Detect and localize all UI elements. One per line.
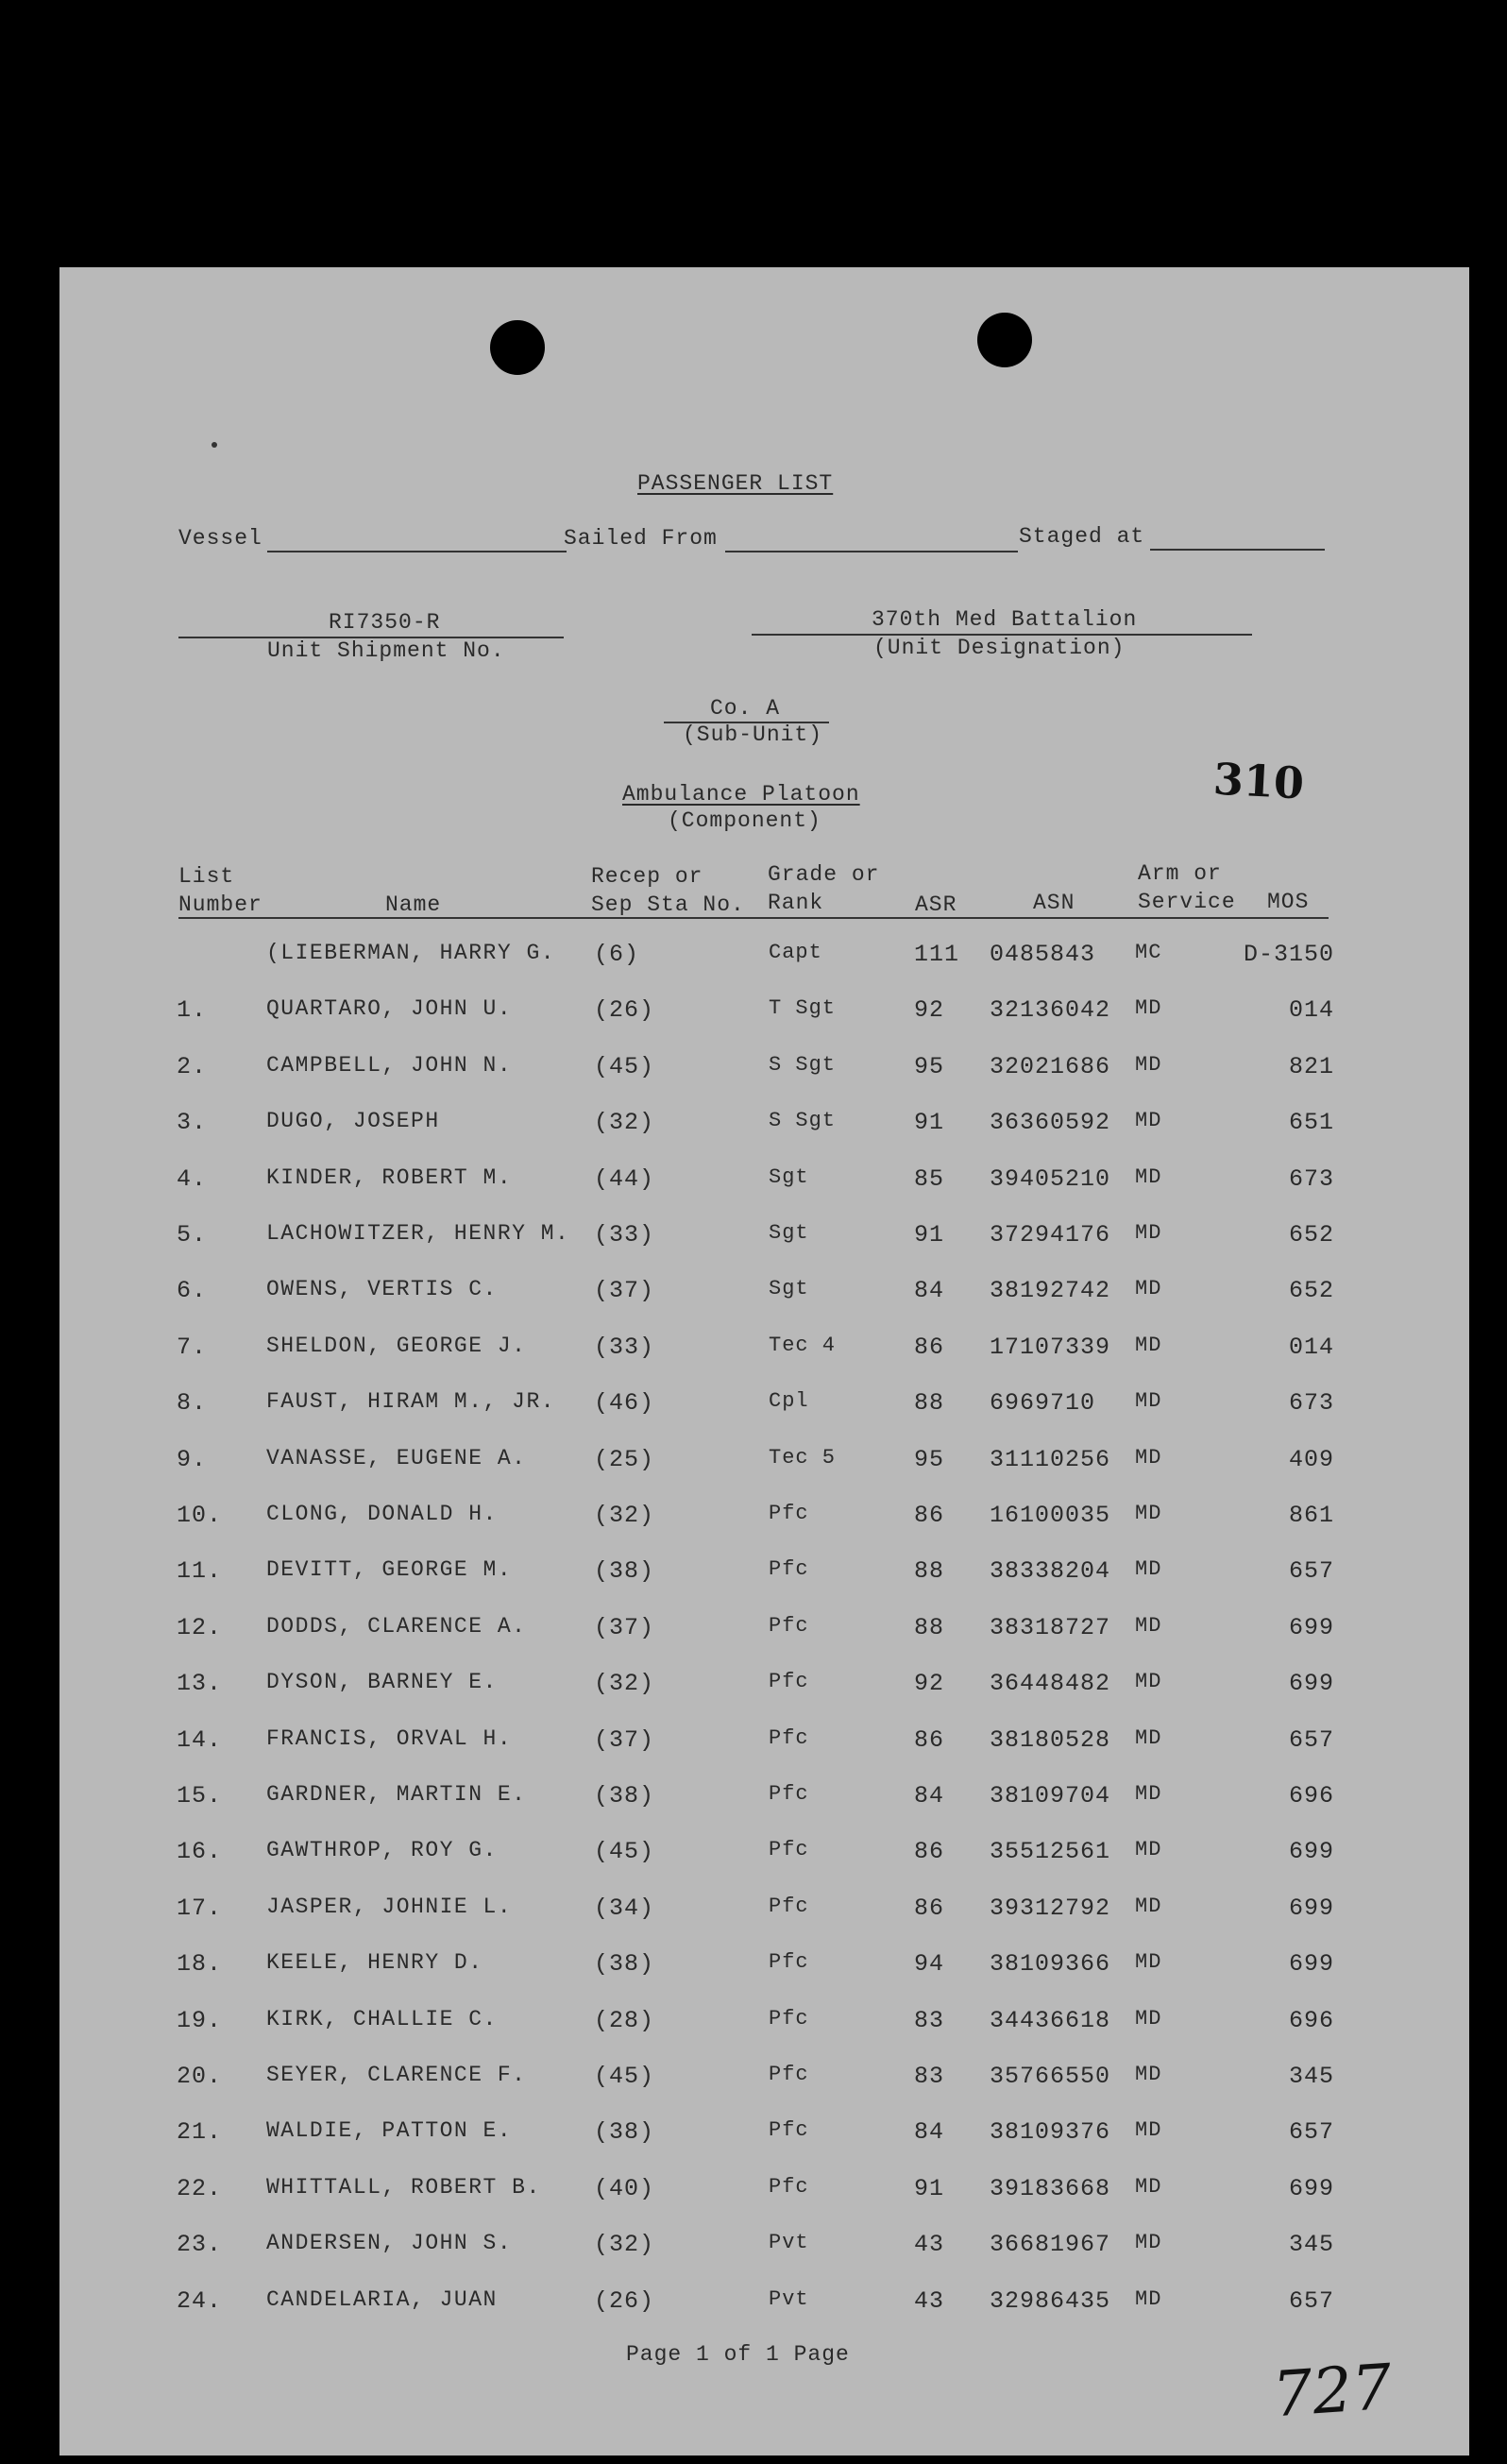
cell-rank: Pfc — [769, 2063, 809, 2086]
cell-name: CAMPBELL, JOHN N. — [266, 1053, 513, 1078]
document-page — [59, 267, 1469, 2456]
cell-rank: Pfc — [769, 1614, 809, 1638]
cell-rank: Pfc — [769, 1782, 809, 1806]
cell-rank: T Sgt — [769, 996, 837, 1020]
cell-mos: 699 — [1288, 1950, 1334, 1978]
vessel-label: Vessel — [178, 526, 262, 551]
cell-asn: 39405210 — [990, 1165, 1111, 1193]
cell-mos: 014 — [1288, 996, 1334, 1024]
cell-asr: 84 — [914, 2118, 945, 2146]
col-header-arm-1: Arm or — [1138, 861, 1222, 886]
cell-recep: (32) — [594, 1502, 655, 1529]
paper-speck — [212, 442, 217, 448]
cell-rank: Pfc — [769, 2007, 809, 2031]
cell-arm: MD — [1135, 1782, 1162, 1806]
punch-hole-left — [490, 320, 545, 375]
table-row — [59, 1053, 1469, 1091]
table-row — [59, 1838, 1469, 1876]
cell-rank: Pfc — [769, 1838, 809, 1861]
cell-name: QUARTARO, JOHN U. — [266, 996, 513, 1021]
staged-at-label: Staged at — [1019, 524, 1145, 549]
cell-asn: 0485843 — [990, 941, 1096, 968]
cell-asn: 35766550 — [990, 2063, 1111, 2090]
col-header-asr: ASR — [915, 892, 957, 917]
cell-asn: 37294176 — [990, 1221, 1111, 1249]
cell-arm: MD — [1135, 1221, 1162, 1245]
cell-rank: Sgt — [769, 1165, 809, 1189]
col-header-grade-1: Grade or — [768, 862, 880, 887]
cell-arm: MD — [1135, 1109, 1162, 1132]
cell-asn: 38338204 — [990, 1557, 1111, 1585]
cell-num: 22. — [177, 2175, 223, 2202]
cell-asn: 36448482 — [990, 1670, 1111, 1697]
cell-asn: 32136042 — [990, 996, 1111, 1024]
cell-mos: D-3150 — [1243, 941, 1334, 968]
cell-asr: 86 — [914, 1838, 945, 1865]
cell-name: GARDNER, MARTIN E. — [266, 1782, 527, 1807]
cell-name: KIRK, CHALLIE C. — [266, 2007, 498, 2031]
cell-asn: 36360592 — [990, 1109, 1111, 1136]
cell-rank: Sgt — [769, 1277, 809, 1300]
cell-recep: (44) — [594, 1165, 655, 1193]
cell-recep: (38) — [594, 2118, 655, 2146]
cell-mos: 699 — [1288, 2175, 1334, 2202]
cell-asr: 92 — [914, 1670, 945, 1697]
cell-num: 2. — [177, 1053, 208, 1080]
cell-asr: 85 — [914, 1165, 945, 1193]
col-header-recep-1: Recep or — [591, 864, 703, 889]
cell-asr: 88 — [914, 1614, 945, 1641]
cell-arm: MD — [1135, 2287, 1162, 2311]
cell-asr: 86 — [914, 1726, 945, 1754]
cell-recep: (6) — [594, 941, 640, 968]
cell-asr: 83 — [914, 2007, 945, 2034]
cell-recep: (33) — [594, 1334, 655, 1361]
table-row — [59, 941, 1469, 978]
cell-asn: 6969710 — [990, 1389, 1096, 1417]
cell-num: 6. — [177, 1277, 208, 1304]
cell-name: LACHOWITZER, HENRY M. — [266, 1221, 570, 1246]
cell-mos: 014 — [1288, 1334, 1334, 1361]
cell-recep: (32) — [594, 1109, 655, 1136]
cell-recep: (45) — [594, 2063, 655, 2090]
table-row — [59, 1895, 1469, 1932]
cell-name: DUGO, JOSEPH — [266, 1109, 440, 1133]
cell-asr: 86 — [914, 1334, 945, 1361]
table-row — [59, 2007, 1469, 2045]
cell-asn: 17107339 — [990, 1334, 1111, 1361]
cell-name: SEYER, CLARENCE F. — [266, 2063, 527, 2087]
cell-mos: 345 — [1288, 2063, 1334, 2090]
cell-asr: 84 — [914, 1277, 945, 1304]
cell-name: FRANCIS, ORVAL H. — [266, 1726, 513, 1751]
cell-recep: (26) — [594, 996, 655, 1024]
cell-asr: 91 — [914, 2175, 945, 2202]
cell-recep: (32) — [594, 2231, 655, 2258]
table-row — [59, 1334, 1469, 1371]
cell-mos: 696 — [1288, 1782, 1334, 1810]
cell-arm: MD — [1135, 2007, 1162, 2031]
cell-name: KINDER, ROBERT M. — [266, 1165, 513, 1190]
cell-rank: Pfc — [769, 1670, 809, 1693]
cell-rank: Pvt — [769, 2231, 809, 2254]
table-row — [59, 2175, 1469, 2213]
cell-asr: 92 — [914, 996, 945, 1024]
unit-shipment-no: RI7350-R — [329, 610, 441, 635]
cell-name: JASPER, JOHNIE L. — [266, 1895, 513, 1919]
sub-unit: Co. A — [710, 696, 781, 721]
cell-asn: 35512561 — [990, 1838, 1111, 1865]
cell-arm: MD — [1135, 996, 1162, 1020]
cell-name: VANASSE, EUGENE A. — [266, 1446, 527, 1470]
cell-name: CANDELARIA, JUAN — [266, 2287, 498, 2312]
punch-hole-right — [977, 313, 1032, 367]
cell-arm: MD — [1135, 1334, 1162, 1357]
cell-num: 17. — [177, 1895, 223, 1922]
cell-arm: MD — [1135, 1053, 1162, 1077]
handwritten-number-bottom: 727 — [1270, 2350, 1395, 2432]
staged-at-field — [1150, 549, 1325, 551]
table-row — [59, 2287, 1469, 2325]
table-row — [59, 1502, 1469, 1539]
cell-rank: S Sgt — [769, 1109, 837, 1132]
cell-num: 24. — [177, 2287, 223, 2315]
cell-num: 5. — [177, 1221, 208, 1249]
vessel-field — [267, 551, 567, 552]
component: Ambulance Platoon — [622, 782, 860, 807]
cell-mos: 821 — [1288, 1053, 1334, 1080]
table-row — [59, 1614, 1469, 1652]
cell-num: 4. — [177, 1165, 208, 1193]
cell-num: 8. — [177, 1389, 208, 1417]
cell-rank: Pfc — [769, 1726, 809, 1750]
cell-name: ANDERSEN, JOHN S. — [266, 2231, 513, 2255]
cell-num: 21. — [177, 2118, 223, 2146]
cell-name: OWENS, VERTIS C. — [266, 1277, 498, 1301]
cell-arm: MD — [1135, 2118, 1162, 2142]
cell-rank: Pfc — [769, 1950, 809, 1974]
cell-num: 1. — [177, 996, 208, 1024]
cell-recep: (45) — [594, 1838, 655, 1865]
cell-mos: 861 — [1288, 1502, 1334, 1529]
cell-mos: 651 — [1288, 1109, 1334, 1136]
cell-arm: MD — [1135, 1389, 1162, 1413]
col-header-asn: ASN — [1033, 891, 1075, 915]
cell-rank: Pfc — [769, 2118, 809, 2142]
cell-mos: 699 — [1288, 1614, 1334, 1641]
cell-recep: (34) — [594, 1895, 655, 1922]
cell-rank: S Sgt — [769, 1053, 837, 1077]
cell-mos: 345 — [1288, 2231, 1334, 2258]
cell-mos: 409 — [1288, 1446, 1334, 1473]
cell-arm: MD — [1135, 1950, 1162, 1974]
cell-asn: 31110256 — [990, 1446, 1111, 1473]
cell-recep: (32) — [594, 1670, 655, 1697]
cell-asn: 39312792 — [990, 1895, 1111, 1922]
table-row — [59, 1389, 1469, 1427]
cell-arm: MC — [1135, 941, 1162, 964]
cell-mos: 652 — [1288, 1221, 1334, 1249]
cell-asn: 38192742 — [990, 1277, 1111, 1304]
cell-asn: 32986435 — [990, 2287, 1111, 2315]
cell-rank: Sgt — [769, 1221, 809, 1245]
cell-mos: 699 — [1288, 1838, 1334, 1865]
sub-unit-label: (Sub-Unit) — [683, 722, 823, 747]
cell-recep: (28) — [594, 2007, 655, 2034]
cell-name: DYSON, BARNEY E. — [266, 1670, 498, 1694]
table-row — [59, 2063, 1469, 2100]
cell-rank: Capt — [769, 941, 822, 964]
table-row — [59, 1782, 1469, 1820]
table-row — [59, 1165, 1469, 1203]
cell-rank: Tec 5 — [769, 1446, 837, 1470]
cell-arm: MD — [1135, 1502, 1162, 1525]
cell-asr: 91 — [914, 1221, 945, 1249]
cell-arm: MD — [1135, 1446, 1162, 1470]
col-header-name: Name — [385, 892, 442, 917]
cell-recep: (37) — [594, 1277, 655, 1304]
cell-asr: 95 — [914, 1446, 945, 1473]
cell-asr: 83 — [914, 2063, 945, 2090]
cell-mos: 696 — [1288, 2007, 1334, 2034]
col-header-grade-2: Rank — [768, 891, 824, 915]
cell-asr: 111 — [914, 941, 960, 968]
cell-recep: (45) — [594, 1053, 655, 1080]
cell-asn: 39183668 — [990, 2175, 1111, 2202]
cell-asn: 38109704 — [990, 1782, 1111, 1810]
cell-asn: 38318727 — [990, 1614, 1111, 1641]
cell-arm: MD — [1135, 1895, 1162, 1918]
table-row — [59, 1950, 1469, 1988]
cell-num: 19. — [177, 2007, 223, 2034]
component-label: (Component) — [668, 808, 821, 833]
cell-num: 23. — [177, 2231, 223, 2258]
cell-num: 10. — [177, 1502, 223, 1529]
cell-recep: (38) — [594, 1950, 655, 1978]
cell-num: 16. — [177, 1838, 223, 1865]
cell-recep: (26) — [594, 2287, 655, 2315]
cell-mos: 699 — [1288, 1895, 1334, 1922]
cell-num: 20. — [177, 2063, 223, 2090]
cell-mos: 657 — [1288, 1557, 1334, 1585]
cell-num: 18. — [177, 1950, 223, 1978]
cell-arm: MD — [1135, 2231, 1162, 2254]
cell-mos: 652 — [1288, 1277, 1334, 1304]
cell-arm: MD — [1135, 1614, 1162, 1638]
cell-asr: 88 — [914, 1389, 945, 1417]
cell-name: CLONG, DONALD H. — [266, 1502, 498, 1526]
cell-name: WHITTALL, ROBERT B. — [266, 2175, 541, 2200]
table-row — [59, 1109, 1469, 1147]
cell-asr: 86 — [914, 1502, 945, 1529]
cell-recep: (33) — [594, 1221, 655, 1249]
cell-asn: 32021686 — [990, 1053, 1111, 1080]
cell-recep: (37) — [594, 1726, 655, 1754]
cell-recep: (38) — [594, 1782, 655, 1810]
cell-asr: 95 — [914, 1053, 945, 1080]
cell-recep: (38) — [594, 1557, 655, 1585]
cell-num: 9. — [177, 1446, 208, 1473]
cell-arm: MD — [1135, 1165, 1162, 1189]
cell-name: KEELE, HENRY D. — [266, 1950, 483, 1975]
table-row — [59, 1557, 1469, 1595]
table-row — [59, 1221, 1469, 1259]
cell-asr: 88 — [914, 1557, 945, 1585]
cell-recep: (37) — [594, 1614, 655, 1641]
cell-mos: 657 — [1288, 2287, 1334, 2315]
cell-asn: 38109376 — [990, 2118, 1111, 2146]
table-row — [59, 1277, 1469, 1315]
cell-name: DODDS, CLARENCE A. — [266, 1614, 527, 1639]
col-header-list-1: List — [178, 864, 235, 889]
cell-mos: 699 — [1288, 1670, 1334, 1697]
unit-shipment-label: Unit Shipment No. — [267, 638, 505, 663]
table-row — [59, 1670, 1469, 1708]
cell-rank: Pfc — [769, 1895, 809, 1918]
cell-arm: MD — [1135, 2175, 1162, 2199]
cell-name: SHELDON, GEORGE J. — [266, 1334, 527, 1358]
cell-arm: MD — [1135, 2063, 1162, 2086]
cell-num: 15. — [177, 1782, 223, 1810]
cell-recep: (40) — [594, 2175, 655, 2202]
cell-recep: (46) — [594, 1389, 655, 1417]
column-header-rule — [178, 917, 1329, 919]
cell-rank: Pvt — [769, 2287, 809, 2311]
col-header-arm-2: Service — [1138, 890, 1236, 914]
cell-asr: 86 — [914, 1895, 945, 1922]
cell-num: 11. — [177, 1557, 223, 1585]
cell-asr: 84 — [914, 1782, 945, 1810]
cell-rank: Pfc — [769, 2175, 809, 2199]
cell-asr: 43 — [914, 2287, 945, 2315]
cell-name: (LIEBERMAN, HARRY G. — [266, 941, 556, 965]
table-row — [59, 1446, 1469, 1484]
col-header-list-2: Number — [178, 892, 262, 917]
cell-mos: 657 — [1288, 2118, 1334, 2146]
cell-rank: Tec 4 — [769, 1334, 837, 1357]
unit-designation-label: (Unit Designation) — [873, 636, 1126, 660]
cell-asn: 34436618 — [990, 2007, 1111, 2034]
sailed-from-label: Sailed From — [564, 526, 718, 551]
cell-arm: MD — [1135, 1557, 1162, 1581]
cell-arm: MD — [1135, 1838, 1162, 1861]
cell-asr: 94 — [914, 1950, 945, 1978]
cell-asr: 43 — [914, 2231, 945, 2258]
cell-arm: MD — [1135, 1726, 1162, 1750]
cell-name: FAUST, HIRAM M., JR. — [266, 1389, 556, 1414]
table-row — [59, 2118, 1469, 2156]
cell-asr: 91 — [914, 1109, 945, 1136]
cell-arm: MD — [1135, 1277, 1162, 1300]
cell-asn: 36681967 — [990, 2231, 1111, 2258]
col-header-recep-2: Sep Sta No. — [591, 892, 745, 917]
cell-num: 13. — [177, 1670, 223, 1697]
cell-rank: Cpl — [769, 1389, 809, 1413]
cell-mos: 673 — [1288, 1389, 1334, 1417]
page-title: PASSENGER LIST — [637, 471, 834, 496]
unit-designation: 370th Med Battalion — [872, 607, 1138, 632]
sailed-from-field — [725, 551, 1018, 552]
cell-name: WALDIE, PATTON E. — [266, 2118, 513, 2143]
table-row — [59, 2231, 1469, 2269]
cell-recep: (25) — [594, 1446, 655, 1473]
handwritten-number-top: 310 — [1211, 753, 1306, 809]
cell-name: DEVITT, GEORGE M. — [266, 1557, 513, 1582]
cell-mos: 673 — [1288, 1165, 1334, 1193]
table-row — [59, 996, 1469, 1034]
cell-asn: 16100035 — [990, 1502, 1111, 1529]
cell-rank: Pfc — [769, 1557, 809, 1581]
table-row — [59, 1726, 1469, 1764]
page-indicator: Page 1 of 1 Page — [626, 2342, 850, 2367]
cell-arm: MD — [1135, 1670, 1162, 1693]
col-header-mos: MOS — [1267, 890, 1310, 914]
cell-num: 7. — [177, 1334, 208, 1361]
cell-asn: 38180528 — [990, 1726, 1111, 1754]
cell-asn: 38109366 — [990, 1950, 1111, 1978]
cell-mos: 657 — [1288, 1726, 1334, 1754]
cell-num: 12. — [177, 1614, 223, 1641]
cell-rank: Pfc — [769, 1502, 809, 1525]
cell-num: 3. — [177, 1109, 208, 1136]
cell-num: 14. — [177, 1726, 223, 1754]
cell-name: GAWTHROP, ROY G. — [266, 1838, 498, 1862]
